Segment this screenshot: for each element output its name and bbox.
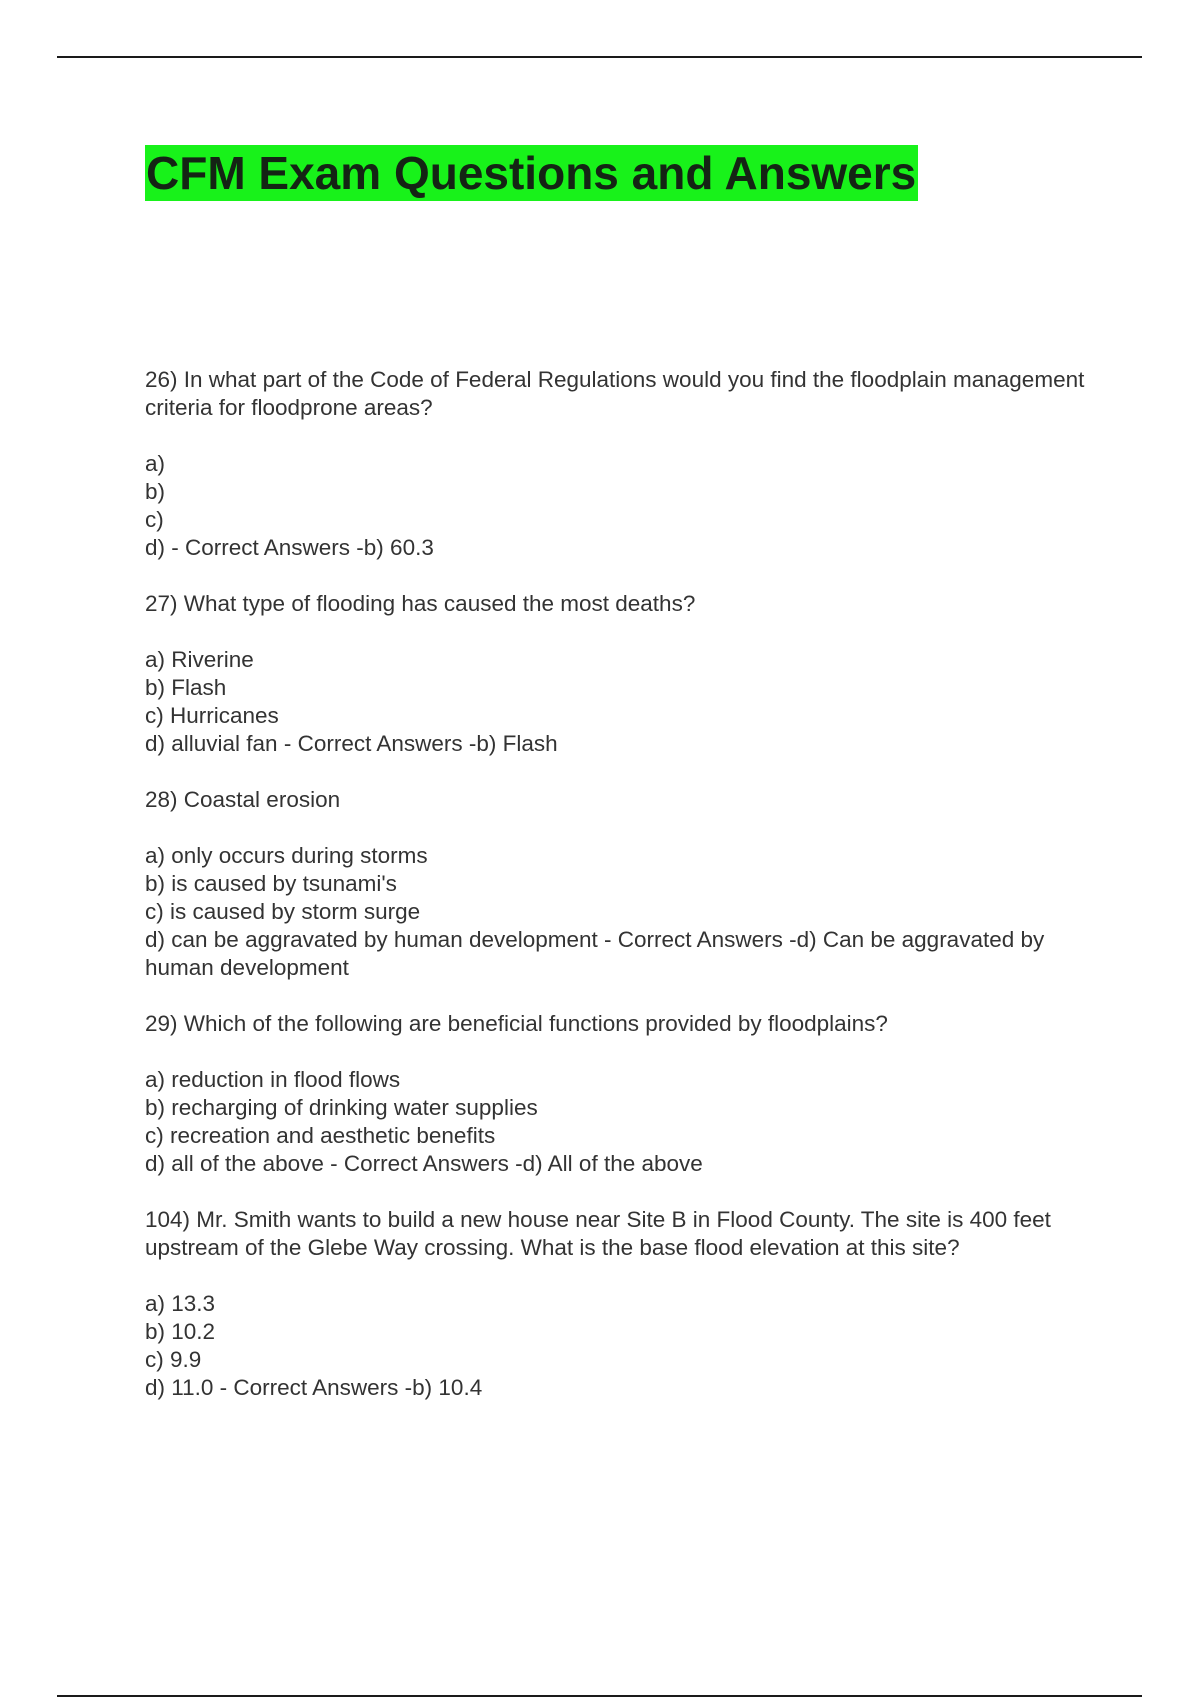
question-item (145, 590, 1105, 758)
answer-options (145, 646, 1105, 758)
answer-option: c) is caused by storm surge (145, 899, 421, 924)
answer-option: a) Riverine (145, 647, 254, 672)
answer-options (145, 842, 1105, 982)
question-item (145, 786, 1105, 982)
question-text: 28) Coastal erosion (145, 787, 341, 812)
answer-option: c) (145, 507, 164, 532)
answer-option: a) (145, 451, 166, 476)
answer-option: b) 10.2 (145, 1319, 216, 1344)
answer-option: a) reduction in flood flows (145, 1067, 401, 1092)
answer-option: b) (145, 479, 166, 504)
answer-option: a) 13.3 (145, 1291, 216, 1316)
question-text: 29) Which of the following are beneficial functions provided by floodplains? (145, 1011, 888, 1036)
document-title: CFM Exam Questions and Answers (146, 147, 917, 199)
answer-option: b) recharging of drinking water supplies (145, 1095, 538, 1120)
answer-option: d) all of the above - Correct Answers -d) All of the above (145, 1151, 703, 1176)
question-text: 27) What type of flooding has caused the most deaths? (145, 591, 696, 616)
title-block (145, 145, 918, 201)
answer-option: b) is caused by tsunami's (145, 871, 397, 896)
question-item (145, 1010, 1105, 1178)
answer-option: d) - Correct Answers -b) 60.3 (145, 535, 434, 560)
answer-option: c) 9.9 (145, 1347, 202, 1372)
answer-option: d) 11.0 - Correct Answers -b) 10.4 (145, 1375, 483, 1400)
question-text: 104) Mr. Smith wants to build a new house near Site B in Flood County. The site is 400 feet upstream of the Glebe Way crossing. What is the base flood elevation at this site? (145, 1207, 1058, 1260)
answer-option: c) recreation and aesthetic benefits (145, 1123, 496, 1148)
answer-options (145, 1290, 1105, 1402)
header-rule (57, 56, 1142, 58)
footer-rule (57, 1695, 1142, 1697)
question-item (145, 366, 1105, 562)
answer-option: d) alluvial fan - Correct Answers -b) Flash (145, 731, 558, 756)
answer-options (145, 450, 1105, 562)
question-text: 26) In what part of the Code of Federal Regulations would you find the floodplain management criteria for floodprone areas? (145, 367, 1091, 420)
answer-option: d) can be aggravated by human development - Correct Answers -d) Can be aggravated by human development (145, 927, 1051, 980)
answer-options (145, 1066, 1105, 1178)
questions-list (145, 366, 1105, 1430)
answer-option: a) only occurs during storms (145, 843, 428, 868)
answer-option: c) Hurricanes (145, 703, 279, 728)
question-item (145, 1206, 1105, 1402)
answer-option: b) Flash (145, 675, 227, 700)
